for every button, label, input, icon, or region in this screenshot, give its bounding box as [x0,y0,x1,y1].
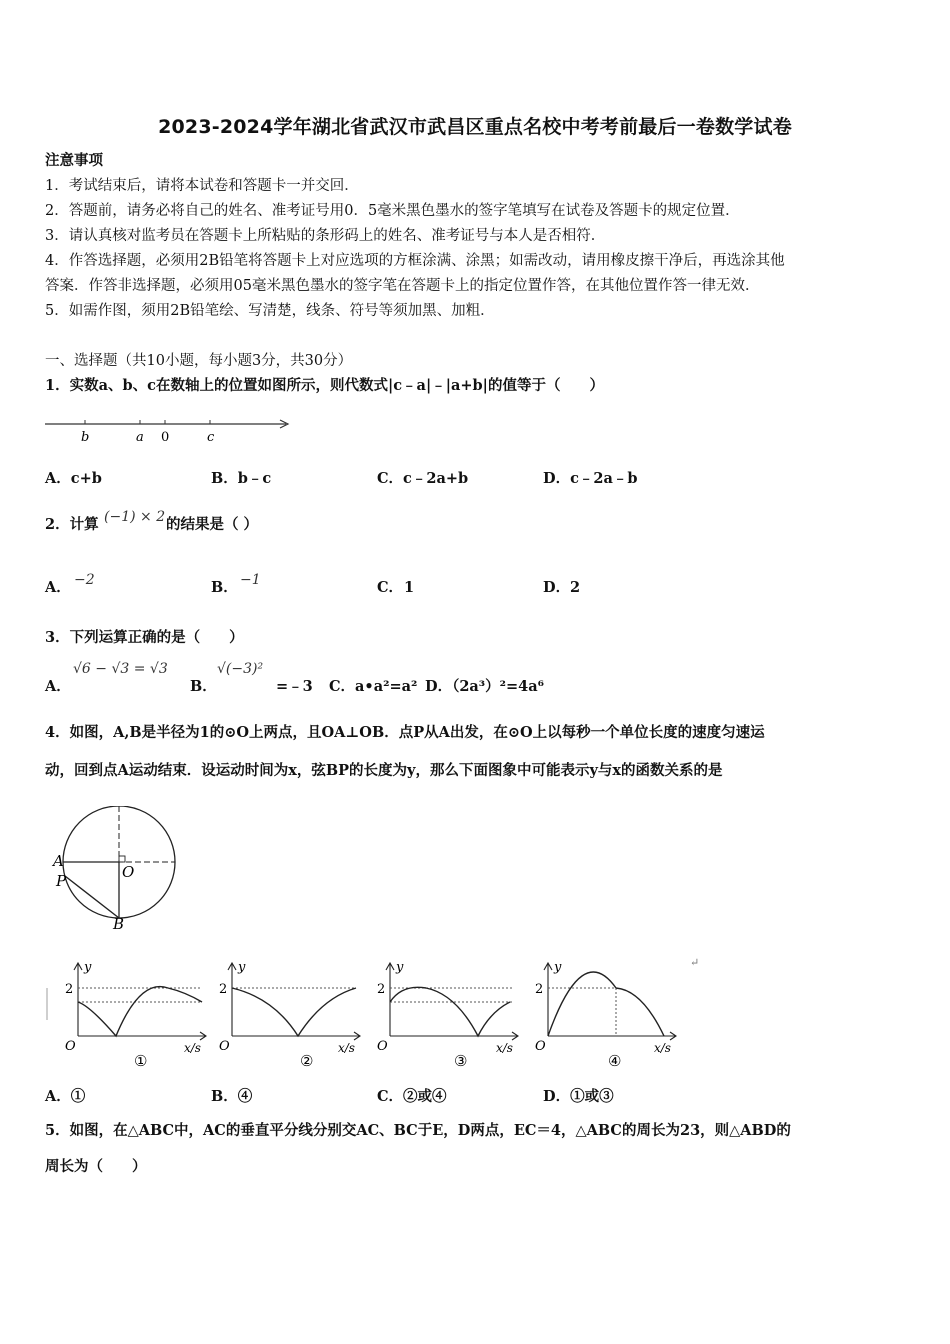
q1-option-d: D．c﹣2a﹣b [543,470,638,487]
label-b: B [113,915,125,932]
notice-item: 5．如需作图，须用2B铅笔绘、写清楚，线条、符号等须加黑、加粗． [45,303,495,319]
q1-option-a: A．c+b [45,470,102,487]
question-4-line-2: 动，回到点A运动结束．设运动时间为x，弦BP的长度为y，那么下面图象中可能表示y与x的函数关系的是 [45,762,723,779]
label-o: O [122,863,135,881]
q2-option-c-value: 1 [404,579,415,596]
curve [232,988,356,1036]
q3-option-b-post: =﹣3 [276,678,313,695]
graph-2 [214,958,364,1070]
axis-label-a: a [136,430,144,445]
page-title: 2023-2024学年湖北省武汉市武昌区重点名校中考考前最后一卷数学试卷 [158,116,792,138]
y-label: y [84,960,92,975]
q3-option-c: C．a•a²=a² [329,678,418,695]
y-label: y [554,960,562,975]
q2-expression: (−1) × 2 [104,509,166,525]
question-1-stem: 1．实数a、b、c在数轴上的位置如图所示，则代数式|c﹣a|﹣|a+b|的值等于（ ） [45,377,604,394]
q1-option-b: B．b﹣c [211,470,272,487]
q3-option-a-expr: √6 − √3 = √3 [73,661,168,677]
x-label: x/s [654,1041,671,1055]
y-label: y [396,960,404,975]
q2-option-d-value: 2 [570,579,581,596]
question-2-stem-pre: 2．计算 [45,516,99,533]
q2-option-a-label: A． [45,579,71,596]
q4-option-b: B．④ [211,1088,253,1105]
graph-number: ③ [454,1052,468,1070]
origin-label: O [65,1039,76,1054]
notice-item: 2．答题前，请务必将自己的姓名、准考证号用0．5毫米黑色墨水的签字笔填写在试卷及答题卡的规定位置． [45,203,740,219]
q4-option-a: A．① [45,1088,86,1105]
notice-heading: 注意事项 [45,152,103,169]
axis-label-b: b [81,430,90,445]
q2-option-b-label: B． [211,579,238,596]
question-3-stem: 3．下列运算正确的是（ ） [45,629,244,646]
question-5-line-2: 周长为（ ） [45,1158,147,1175]
notice-item: 答案．作答非选择题，必须用05毫米黑色墨水的签字笔在答题卡上的指定位置作答，在其他位置作答一律无效． [45,278,760,294]
x-label: x/s [496,1041,513,1055]
circle-figure [50,806,190,932]
label-p: P [56,872,67,890]
q2-option-a-value: −2 [74,572,95,588]
x-label: x/s [338,1041,355,1055]
curve [548,972,664,1036]
notice-item: 3．请认真核对监考员在答题卡上所粘贴的条形码上的姓名、准考证号与本人是否相符． [45,228,606,244]
tick-label-2: 2 [377,982,386,997]
curve [78,987,202,1036]
y-label: y [238,960,246,975]
q4-option-c: C．②或④ [377,1088,447,1105]
question-2-stem-post: 的结果是（ ） [166,516,259,533]
right-angle-mark [119,856,125,862]
q2-option-b-value: −1 [240,572,261,588]
graph-1 [60,958,210,1070]
origin-label: O [219,1039,230,1054]
label-a: A [53,852,64,870]
tick-label-2: 2 [535,982,544,997]
graph-3 [372,958,522,1070]
q4-option-d: D．①或③ [543,1088,614,1105]
question-4-line-1: 4．如图，A,B是半径为1的⊙O上两点，且OA⊥OB．点P从A出发，在⊙O上以每秒一个单位长度的速度匀速运 [45,724,765,741]
axis-label-zero: 0 [161,430,170,445]
graph-number: ④ [608,1052,622,1070]
tick-label-2: 2 [219,982,228,997]
q3-option-d: D．（2a³）²=4a⁶ [425,678,544,695]
notice-item: 4．作答选择题，必须用2B铅笔将答题卡上对应选项的方框涂满、涂黑；如需改动，请用橡皮擦干净后，再选涂其他 [45,253,785,269]
question-5-line-1: 5．如图，在△ABC中，AC的垂直平分线分别交AC、BC于E，D两点，EC＝4，△ABC的周长为23，则△ABD的 [45,1122,791,1139]
x-label: x/s [184,1041,201,1055]
tick-label-2: 2 [65,982,74,997]
line-break-mark: ↵ [690,956,700,969]
scan-artifact-bar [46,988,48,1020]
q3-option-b-expr: √(−3)² [217,661,264,677]
graph-number: ① [134,1052,148,1070]
axis-label-c: c [207,430,215,445]
origin-label: O [535,1039,546,1054]
q2-option-c-label: C． [377,579,404,596]
number-line-figure [40,412,300,448]
graph-number: ② [300,1052,314,1070]
notice-item: 1．考试结束后，请将本试卷和答题卡一并交回． [45,178,359,194]
graph-4 [530,958,680,1070]
q1-option-c: C．c﹣2a+b [377,470,469,487]
curve [390,987,510,1036]
section-heading: 一、选择题（共10小题，每小题3分，共30分） [45,353,353,369]
q2-option-d-label: D． [543,579,571,596]
q3-option-b-label: B． [190,678,217,695]
q3-option-a-label: A． [45,678,71,695]
origin-label: O [377,1039,388,1054]
